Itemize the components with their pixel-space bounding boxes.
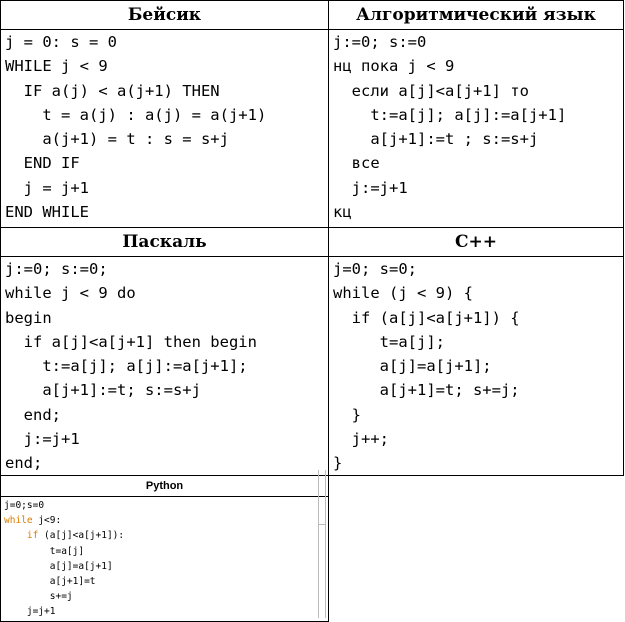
code-line: } — [333, 405, 361, 424]
code-line — [4, 528, 328, 543]
python-code — [4, 498, 328, 620]
code-line: нц пока j < 9 — [333, 57, 455, 76]
python-scrollbar[interactable] — [318, 470, 326, 618]
python-cell — [0, 475, 329, 622]
keyword: while — [4, 515, 33, 527]
basic-code — [5, 30, 328, 224]
code-line: j++; — [333, 430, 389, 449]
cpp-cell — [328, 227, 624, 476]
pascal-code — [5, 257, 328, 476]
code-line: WHILE j < 9 — [5, 57, 108, 76]
code-line: t:=a[j]; a[j]:=a[j+1] — [333, 105, 567, 124]
code-line: if (a[j]<a[j+1]) { — [333, 308, 520, 327]
algorithmic-cell — [328, 0, 624, 228]
algorithmic-header: Алгоритмический язык — [329, 1, 623, 30]
code-line: a[j+1]:=t; s:=s+j — [5, 381, 201, 400]
code-line: t=a[j]; — [333, 332, 445, 351]
code-text: (a[j]<a[j+1]): — [38, 530, 125, 542]
code-text: j=j+1 — [4, 606, 56, 618]
code-line: j = 0: s = 0 — [5, 33, 117, 51]
algorithmic-code — [333, 30, 623, 224]
code-text: j<9: — [32, 515, 62, 527]
code-text: j=0;s=0 — [4, 500, 45, 511]
code-line: j=0; s=0; — [333, 260, 417, 278]
python-header: Python — [1, 476, 328, 497]
code-line: a[j+1]=t; s+=j; — [333, 381, 520, 400]
code-line: } — [333, 454, 343, 473]
code-line: a(j+1) = t : s = s+j — [5, 130, 229, 149]
code-text: a[j+1]=t — [4, 575, 96, 587]
code-line: begin — [5, 308, 52, 327]
code-text: s+=j — [4, 591, 73, 603]
keyword: if — [4, 530, 39, 542]
code-line: while (j < 9) { — [333, 284, 473, 303]
code-line: END IF — [5, 154, 80, 173]
code-line: j:=j+1 — [5, 430, 80, 449]
code-line: if a[j]<a[j+1] then begin — [5, 332, 257, 351]
basic-cell — [0, 0, 329, 228]
cpp-header: C++ — [329, 228, 623, 257]
code-text: t=a[j] — [4, 545, 85, 557]
code-line — [4, 513, 328, 528]
code-line: END WHILE — [5, 203, 89, 222]
basic-header: Бейсик — [1, 1, 328, 30]
code-line: t:=a[j]; a[j]:=a[j+1]; — [5, 357, 248, 376]
code-line: end; — [5, 405, 61, 424]
code-line — [4, 559, 328, 574]
code-line: если a[j]<a[j+1] то — [333, 81, 529, 100]
code-line — [4, 498, 328, 513]
cpp-code — [333, 257, 623, 476]
pascal-cell — [0, 227, 329, 476]
code-line: end; — [5, 454, 43, 473]
code-line: j:=0; s:=0 — [333, 33, 427, 51]
code-line: a[j]=a[j+1]; — [333, 357, 492, 376]
code-line: все — [333, 154, 380, 173]
code-line — [4, 589, 328, 604]
code-text: a[j]=a[j+1] — [4, 560, 113, 572]
code-line — [4, 544, 328, 559]
code-line: j = j+1 — [5, 178, 89, 197]
code-line: t = a(j) : a(j) = a(j+1) — [5, 105, 267, 124]
code-line: a[j+1]:=t ; s:=s+j — [333, 130, 539, 149]
code-line: j:=j+1 — [333, 178, 408, 197]
code-line — [4, 574, 328, 589]
pascal-header: Паскаль — [1, 228, 328, 257]
code-line: IF a(j) < a(j+1) THEN — [5, 81, 220, 100]
code-line — [4, 604, 328, 619]
code-line: while j < 9 do — [5, 284, 136, 303]
code-line: кц — [333, 203, 352, 222]
code-line: j:=0; s:=0; — [5, 260, 108, 278]
